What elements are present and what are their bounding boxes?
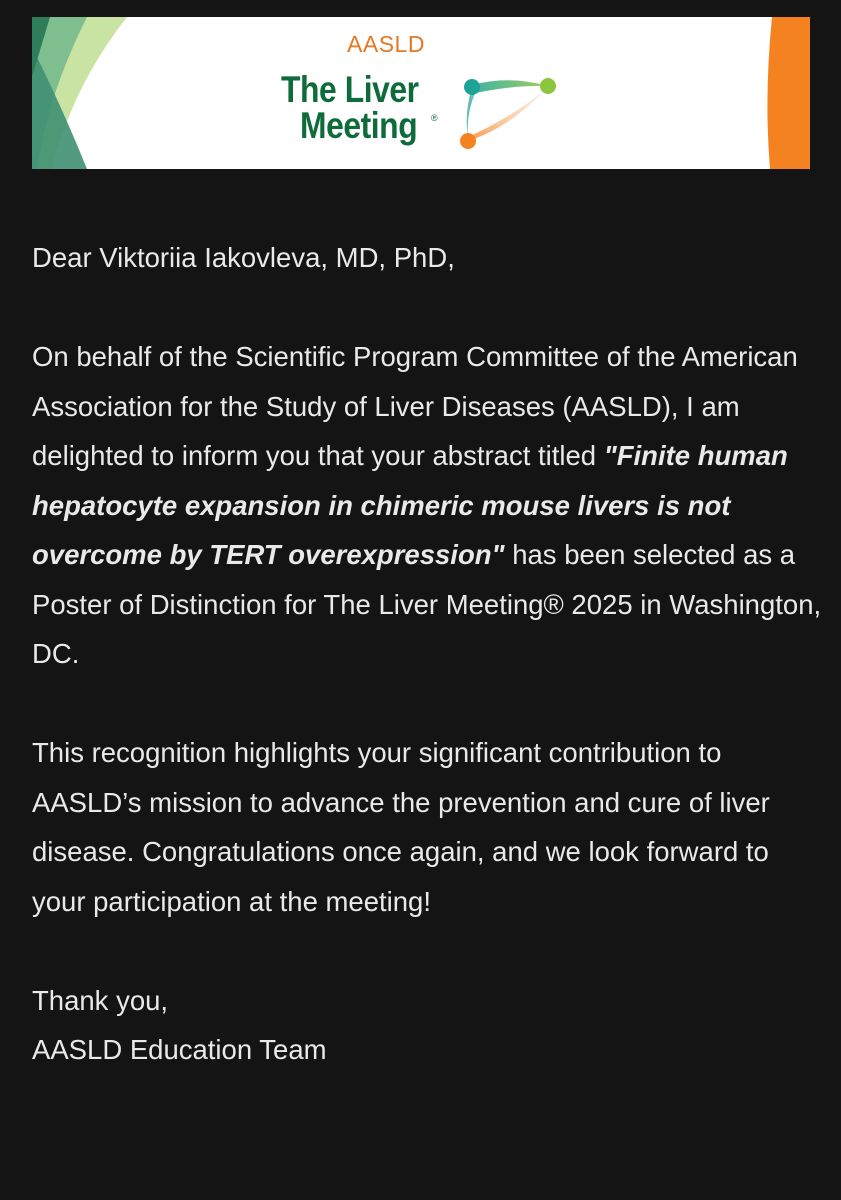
aasld-brand-text: AASLD	[347, 31, 425, 57]
paragraph-recognition: This recognition highlights your significant contribution to AASLD’s mission to advance the prevention and cure of liver disease. Congratulations once again, and we look forward to your participation at the meeting!	[32, 737, 770, 917]
paragraph-announcement	[32, 332, 822, 679]
announcement-intro: On behalf of the Scientific Program Committee of the American Association for the Study of Liver Diseases (AASLD), I am delighted to inform you that your abstract titled	[32, 341, 798, 471]
abstract-title: "Finite human hepatocyte expansion in chimeric mouse livers is not overcome by TERT overexpression"	[32, 440, 788, 570]
liver-meeting-logo-icon	[454, 73, 564, 153]
salutation: Dear Viktoriia Iakovleva, MD, PhD,	[32, 242, 455, 273]
event-banner	[32, 17, 810, 169]
signature: AASLD Education Team	[32, 1034, 327, 1065]
announcement-rest: has been selected as a Poster of Distinction for The Liver Meeting® 2025 in Washington, DC.	[32, 539, 822, 669]
closing: Thank you,	[32, 984, 169, 1016]
logo-title-line-2: Meeting	[300, 105, 418, 146]
signoff	[32, 976, 822, 1075]
email-body	[32, 233, 822, 1075]
registered-mark: ®	[431, 113, 438, 123]
logo-title-line-1: The Liver	[281, 69, 419, 110]
